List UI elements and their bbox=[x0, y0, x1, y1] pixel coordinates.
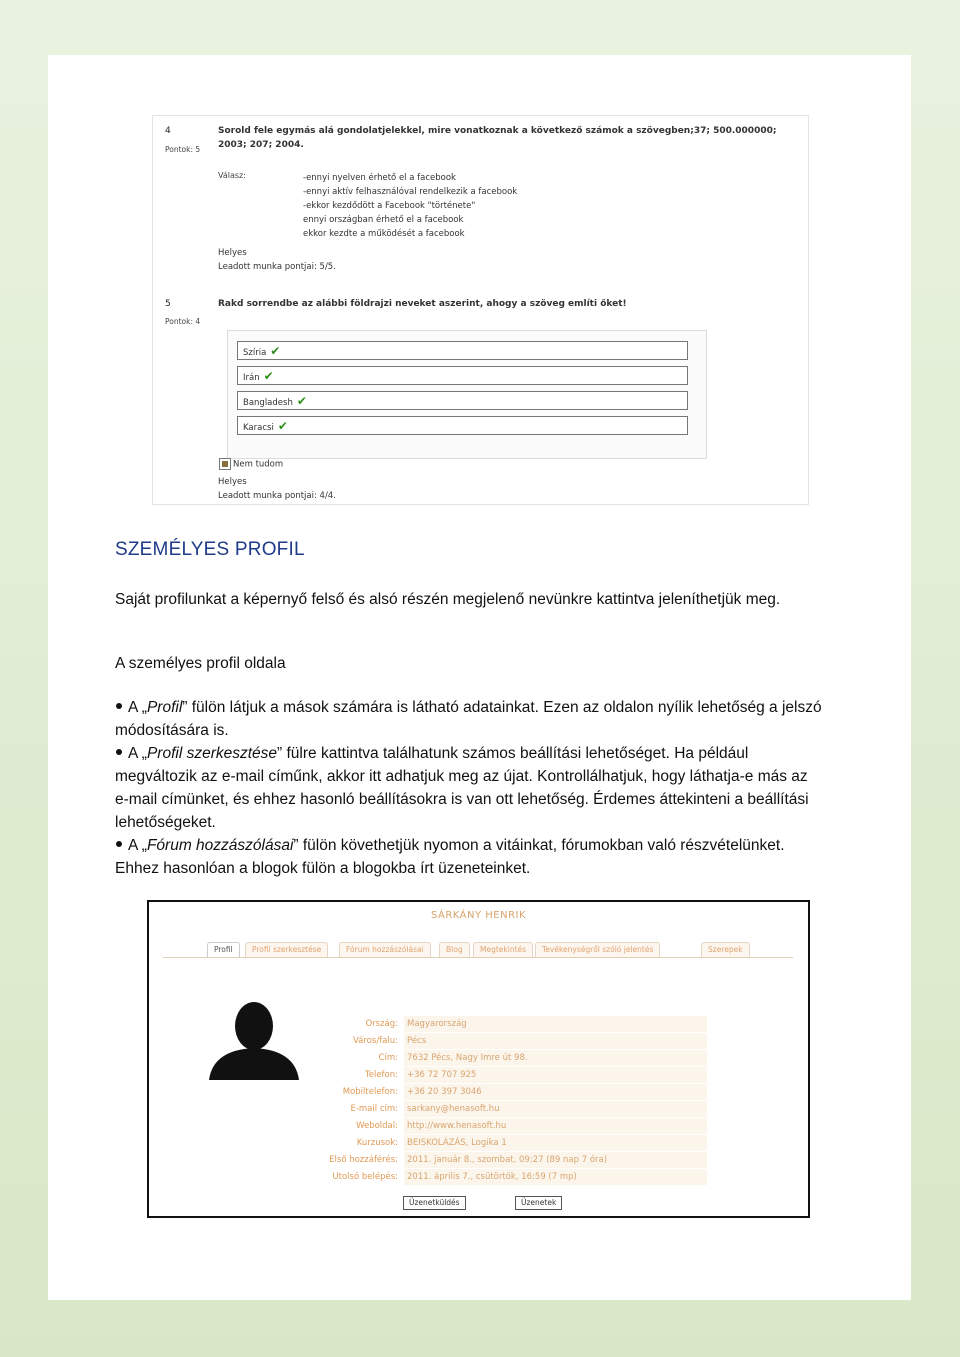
answer-line: ekkor kezdte a működését a facebook bbox=[303, 229, 465, 239]
item-label: Bangladesh bbox=[243, 398, 293, 408]
answer-line: -ekkor kezdődött a Facebook "története" bbox=[303, 201, 476, 211]
profile-screenshot bbox=[147, 900, 810, 1218]
field-value[interactable]: sarkany@henasoft.hu bbox=[404, 1101, 707, 1118]
bullet-emphasis: Profil szerkesztése bbox=[146, 745, 278, 762]
field-row bbox=[149, 1118, 808, 1134]
field-label: Város/falu: bbox=[353, 1036, 398, 1046]
score-label: Leadott munka pontjai: 4/4. bbox=[218, 491, 336, 501]
result-status bbox=[218, 246, 336, 274]
answer-line: -ennyi nyelven érhető el a facebook bbox=[303, 173, 456, 183]
check-icon: ✔ bbox=[263, 369, 274, 383]
ordering-item[interactable] bbox=[237, 391, 688, 410]
answer-label: Válasz: bbox=[218, 171, 246, 180]
field-label: Telefon: bbox=[364, 1070, 398, 1080]
field-row bbox=[149, 1067, 808, 1083]
bullet-item bbox=[115, 742, 825, 834]
question-points: Pontok: 4 bbox=[165, 317, 201, 326]
tab-divider bbox=[163, 957, 793, 958]
score-label: Leadott munka pontjai: 5/5. bbox=[218, 262, 336, 272]
ordering-item[interactable] bbox=[237, 366, 688, 385]
bullet-text: ” fülön követhetjük nyomon a vitáinkat, fórumokban való részvételünket. Ehhez hasonlóan a blogok fülön a blogokba írt üzeneteinket. bbox=[115, 837, 785, 877]
check-icon: ✔ bbox=[270, 344, 281, 358]
field-row bbox=[149, 1169, 808, 1185]
dont-know-option[interactable] bbox=[219, 458, 283, 470]
field-value: +36 72 707 925 bbox=[404, 1067, 707, 1084]
field-row bbox=[149, 1016, 808, 1032]
field-label: Első hozzáférés: bbox=[329, 1155, 398, 1165]
answer-list bbox=[303, 171, 517, 241]
bullet-icon bbox=[116, 703, 122, 709]
field-label: Cím: bbox=[378, 1053, 398, 1063]
dont-know-label: Nem tudom bbox=[233, 459, 284, 470]
field-row bbox=[149, 1152, 808, 1168]
field-row bbox=[149, 1135, 808, 1151]
result-label: Helyes bbox=[218, 248, 247, 258]
bullet-emphasis: Fórum hozzászólásai bbox=[146, 837, 294, 854]
question-points: Pontok: 5 bbox=[165, 145, 201, 154]
field-label: Ország: bbox=[365, 1019, 398, 1029]
result-label: Helyes bbox=[218, 477, 247, 487]
field-value: 7632 Pécs, Nagy Imre út 98. bbox=[404, 1050, 707, 1067]
bullet-text: A „ bbox=[128, 837, 147, 854]
item-label: Karacsi bbox=[243, 423, 274, 433]
bullet-text: ” fülre kattintva találhatunk számos beállítási lehetőséget. Ha például megváltozik az e-mail címűnk, akkor itt adhatjuk meg az újat. Kontrollálhatjuk, hogy láthatja-e más az e-mail címünket, és ehhez hasonló beállításokra is van ott lehetőség. Érdemes áttekinteni a beállítási lehetőségeket. bbox=[115, 745, 809, 831]
ordering-item[interactable] bbox=[237, 341, 688, 360]
result-status bbox=[218, 475, 336, 503]
field-value: Pécs bbox=[404, 1033, 707, 1050]
tab-roles[interactable]: Szerepek bbox=[701, 942, 750, 957]
field-row bbox=[149, 1101, 808, 1117]
intro-paragraph: Saját profilunkat a képernyő felső és alsó részén megjelenő nevünkre kattintva jeleníthetjük meg. bbox=[115, 591, 781, 608]
messages-button[interactable]: Üzenetek bbox=[515, 1196, 562, 1210]
item-label: Szíria bbox=[243, 348, 267, 358]
ordering-item[interactable] bbox=[237, 416, 688, 435]
bullet-icon bbox=[116, 749, 122, 755]
field-value: 2011. április 7., csütörtök, 16:59 (7 mp) bbox=[404, 1169, 707, 1186]
question-text: Sorold fele egymás alá gondolatjelekkel, mire vonatkoznak a következő számok a szövegben;37; 500.000000; 2003; 207; 2004. bbox=[218, 126, 777, 150]
question-number: 5 bbox=[165, 299, 171, 309]
tab-blog[interactable]: Blog bbox=[439, 942, 470, 957]
field-row bbox=[149, 1084, 808, 1100]
question-number: 4 bbox=[165, 126, 171, 136]
field-label: Kurzusok: bbox=[356, 1138, 398, 1148]
field-value: +36 20 397 3046 bbox=[404, 1084, 707, 1101]
bullet-item bbox=[115, 696, 825, 742]
section-title: SZEMÉLYES PROFIL bbox=[115, 539, 305, 560]
send-message-button[interactable]: Üzenetküldés bbox=[403, 1196, 466, 1210]
checkbox-icon[interactable] bbox=[219, 458, 231, 470]
ordering-box bbox=[227, 330, 707, 459]
profile-name: SÁRKÁNY HENRIK bbox=[430, 910, 527, 921]
tab-forum-posts[interactable]: Fórum hozzászólásai bbox=[339, 942, 431, 957]
bullet-text: A „ bbox=[128, 745, 147, 762]
check-icon: ✔ bbox=[277, 419, 288, 433]
subsection-title: A személyes profil oldala bbox=[115, 655, 286, 672]
bullet-item bbox=[115, 834, 825, 880]
quiz-screenshot bbox=[152, 115, 809, 505]
field-value[interactable]: http://www.henasoft.hu bbox=[404, 1118, 707, 1135]
field-label: Weboldal: bbox=[356, 1121, 398, 1131]
profile-tabs bbox=[163, 942, 783, 958]
bullet-icon bbox=[116, 841, 122, 847]
field-row bbox=[149, 1050, 808, 1066]
answer-line: ennyi országban érhető el a facebook bbox=[303, 215, 464, 225]
field-value: Magyarország bbox=[404, 1016, 707, 1033]
item-label: Irán bbox=[243, 373, 260, 383]
field-value[interactable]: BEISKOLÁZÁS, Logika 1 bbox=[404, 1135, 707, 1152]
field-label: E-mail cím: bbox=[350, 1104, 398, 1114]
tab-view[interactable]: Megtekintés bbox=[473, 942, 533, 957]
field-row bbox=[149, 1033, 808, 1049]
tab-profile[interactable]: Profil bbox=[207, 942, 240, 957]
tab-profile-edit[interactable]: Profil szerkesztése bbox=[245, 942, 328, 957]
bullet-list bbox=[115, 696, 825, 880]
check-icon: ✔ bbox=[296, 394, 307, 408]
tab-activity-report[interactable]: Tevékenységről szóló jelentés bbox=[535, 942, 660, 957]
bullet-text: ” fülön látjuk a mások számára is látható adatainkat. Ezen az oldalon nyílik lehetőség a jelszó módosítására is. bbox=[115, 699, 822, 739]
field-label: Mobiltelefon: bbox=[342, 1087, 398, 1097]
bullet-text: A „ bbox=[128, 699, 147, 716]
field-label: Utolsó belépés: bbox=[332, 1172, 398, 1182]
question-text: Rakd sorrendbe az alábbi földrajzi neveket aszerint, ahogy a szöveg említi őket! bbox=[218, 299, 627, 309]
bullet-emphasis: Profil bbox=[146, 699, 183, 716]
answer-line: -ennyi aktív felhasználóval rendelkezik a facebook bbox=[303, 187, 518, 197]
field-value: 2011. január 8., szombat, 09:27 (89 nap 7 óra) bbox=[404, 1152, 707, 1169]
